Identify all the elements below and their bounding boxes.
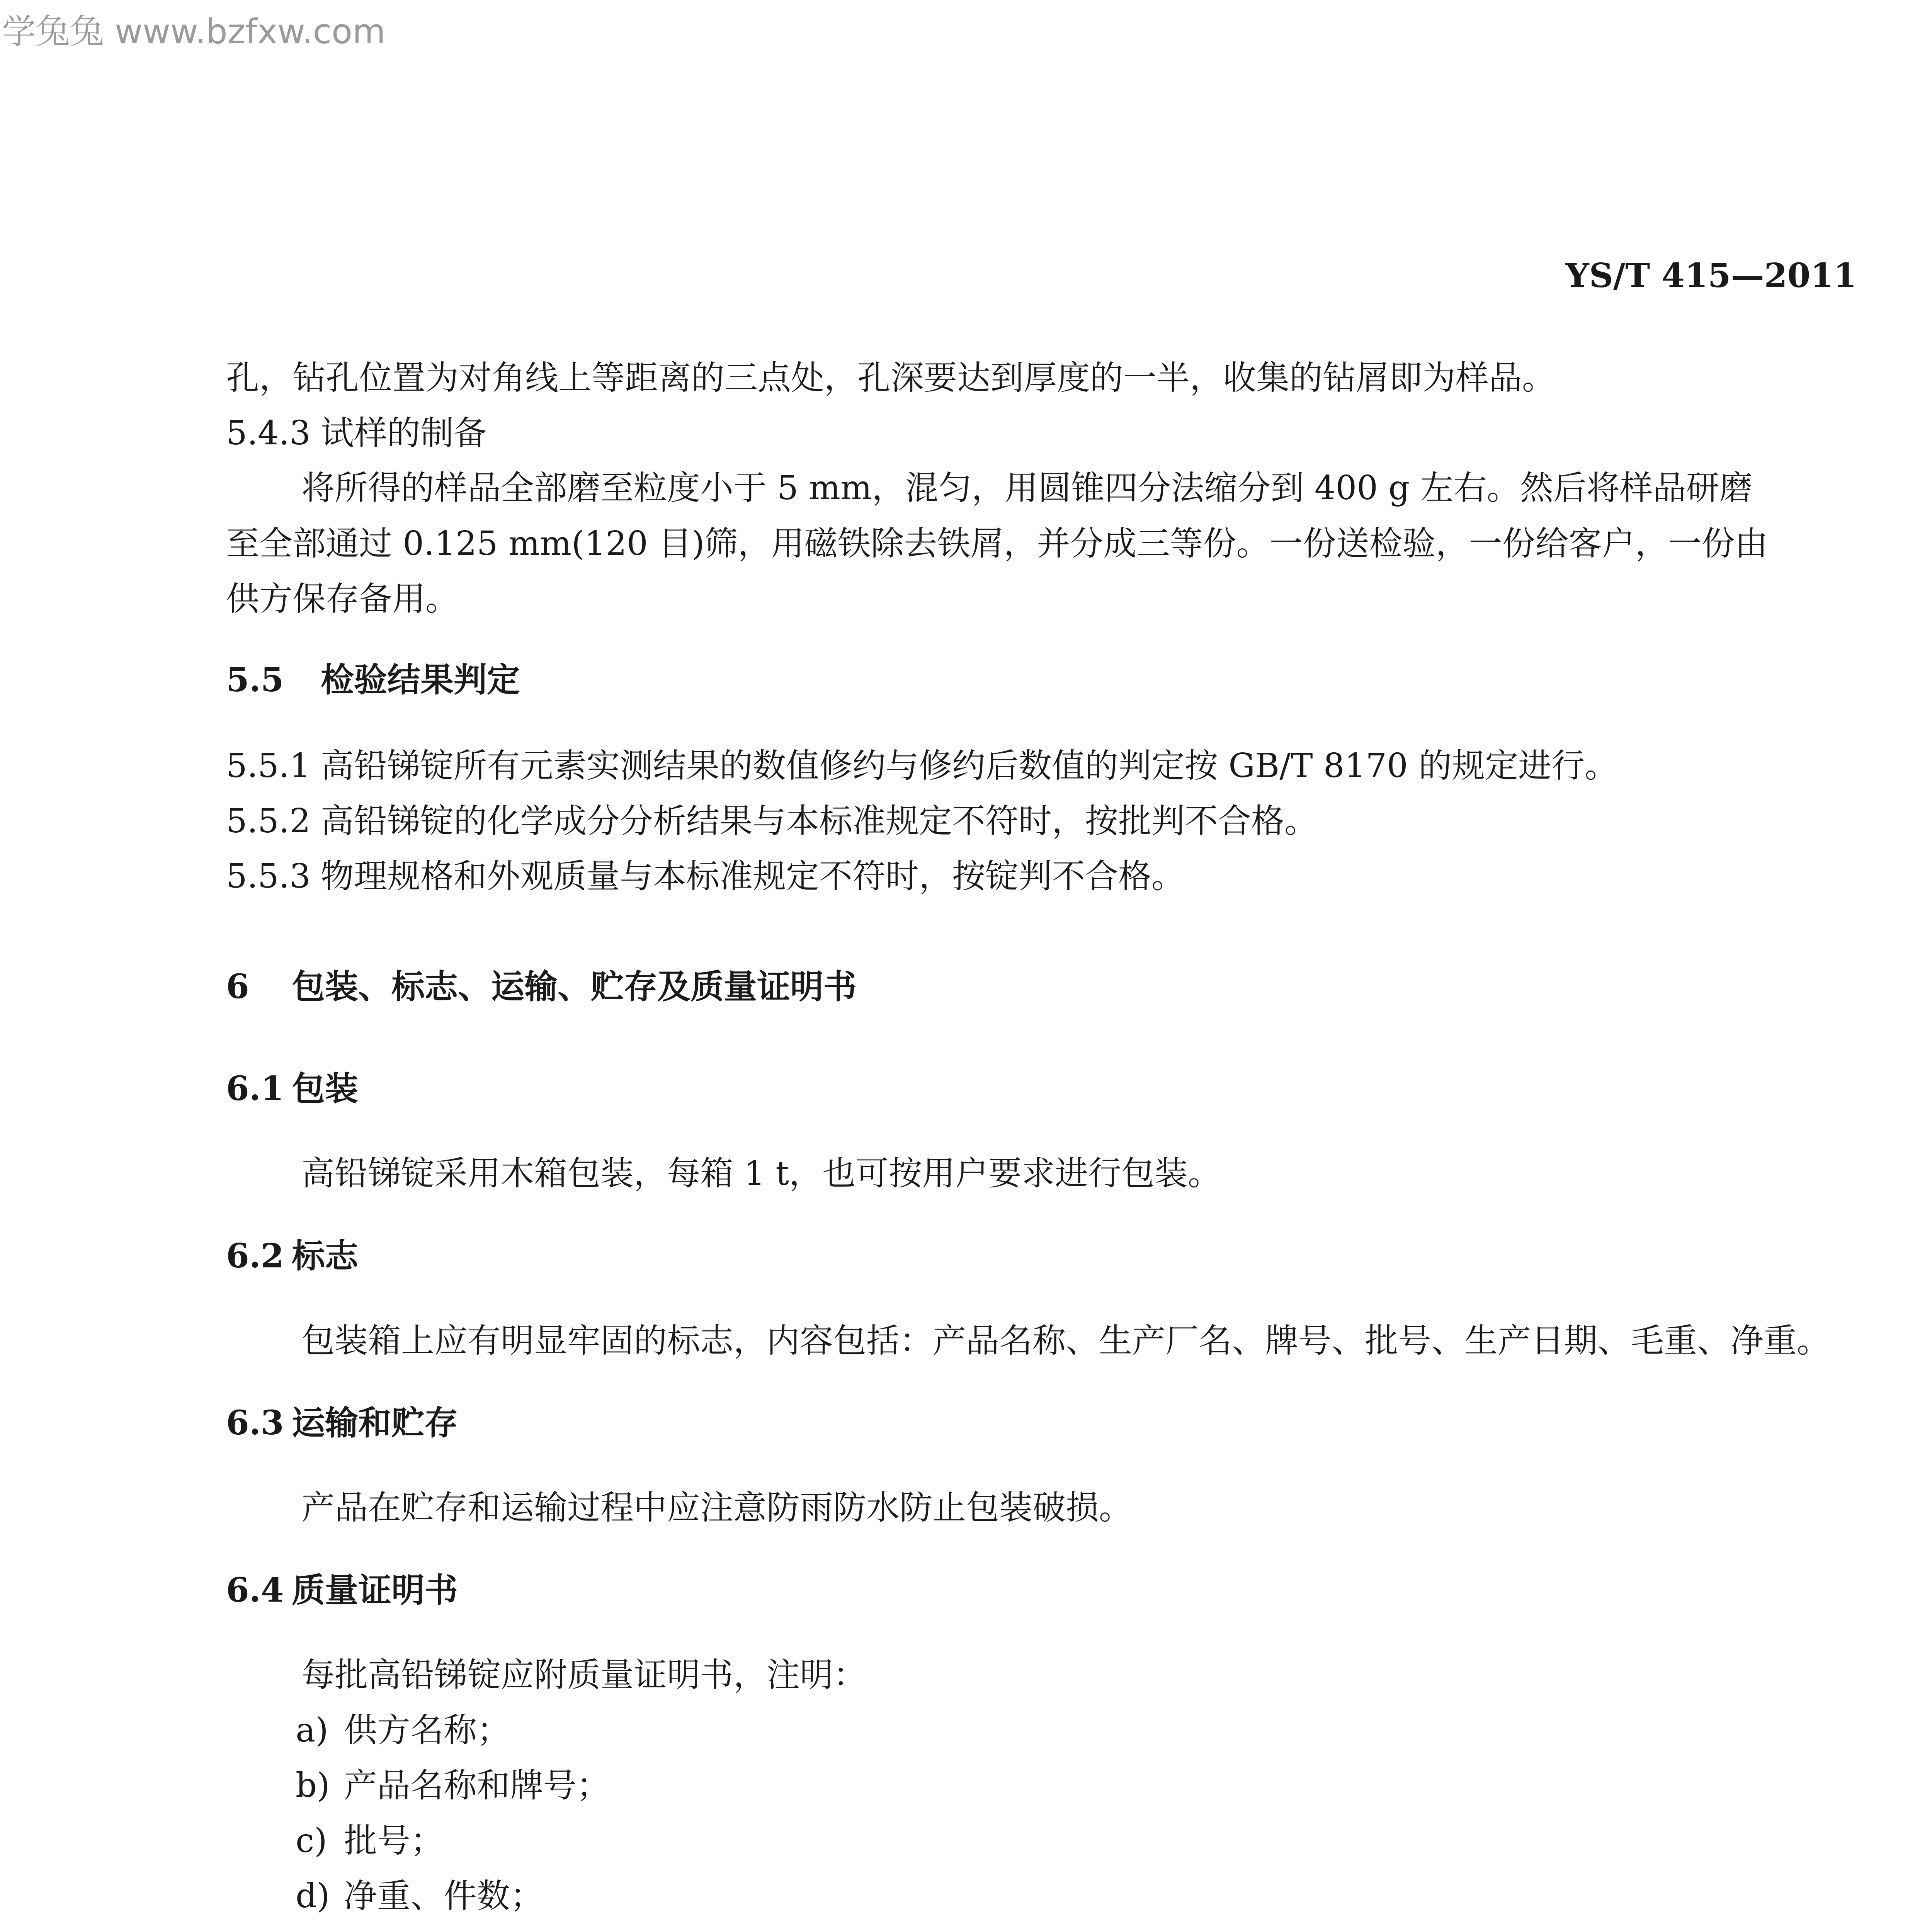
clause-6-2-heading (226, 1237, 358, 1276)
clause-5-5-3 (226, 857, 1185, 896)
section-6-heading (226, 968, 857, 1006)
paragraph: 每批高铅锑锭应附质量证明书，注明： (301, 1656, 866, 1694)
paragraph: 高铅锑锭采用木箱包装，每箱 1 t，也可按用户要求进行包装。 (301, 1154, 1221, 1193)
clause-number: 5.4.3 (226, 414, 311, 452)
item-marker: c) (296, 1821, 327, 1860)
list-item (296, 1711, 510, 1750)
watermark: 学兔兔 www.bzfxw.com (2, 12, 386, 51)
clause-number: 5.5.2 (226, 802, 311, 840)
standard-number: YS/T 415—2011 (1565, 256, 1857, 295)
paragraph-line: 将所得的样品全部磨至粒度小于 5 mm，混匀，用圆锥四分法缩分到 400 g 左右。然后将样品研磨 (301, 469, 1753, 507)
clause-6-1-heading (226, 1070, 358, 1108)
item-text: 供方名称； (344, 1711, 510, 1750)
clause-number: 6.2 (226, 1236, 284, 1276)
section-number: 6 (226, 967, 249, 1006)
paragraph: 包装箱上应有明显牢固的标志，内容包括：产品名称、生产厂名、牌号、批号、生产日期、毛重、净重。 (301, 1321, 1830, 1360)
clause-number: 5.5.1 (226, 747, 311, 785)
clause-5-5-2 (226, 802, 1318, 840)
clause-title: 标志 (292, 1236, 358, 1276)
clause-5-5-1 (226, 747, 1618, 785)
clause-5-5-heading (226, 661, 520, 699)
item-marker: a) (296, 1711, 328, 1750)
item-marker: d) (296, 1877, 330, 1915)
clause-title: 质量证明书 (292, 1571, 458, 1610)
clause-title: 检验结果判定 (321, 660, 520, 699)
clause-number: 5.5 (226, 660, 284, 699)
clause-6-4-heading (226, 1571, 458, 1610)
item-text: 批号； (344, 1821, 444, 1860)
list-item (296, 1821, 444, 1860)
paragraph-line: 供方保存备用。 (226, 580, 459, 618)
item-text: 净重、件数； (344, 1877, 543, 1915)
clause-number: 6.3 (226, 1403, 284, 1442)
clause-text: 高铅锑锭所有元素实测结果的数值修约与修约后数值的判定按 GB/T 8170 的规定进行。 (321, 747, 1618, 785)
clause-number: 5.5.3 (226, 857, 311, 896)
continued-text: 孔，钻孔位置为对角线上等距离的三点处，孔深要达到厚度的一半，收集的钻屑即为样品。 (226, 359, 1555, 397)
clause-title: 试样的制备 (321, 414, 487, 452)
paragraph: 产品在贮存和运输过程中应注意防雨防水防止包装破损。 (301, 1488, 1132, 1527)
clause-number: 6.1 (226, 1069, 284, 1108)
clause-text: 物理规格和外观质量与本标准规定不符时，按锭判不合格。 (321, 857, 1185, 896)
clause-6-3-heading (226, 1404, 458, 1442)
clause-number: 6.4 (226, 1571, 284, 1610)
item-text: 产品名称和牌号； (344, 1766, 610, 1805)
list-item (296, 1766, 610, 1805)
clause-5-4-3-heading (226, 414, 487, 452)
clause-title: 运输和贮存 (292, 1403, 458, 1442)
clause-text: 高铅锑锭的化学成分分析结果与本标准规定不符时，按批判不合格。 (321, 802, 1318, 840)
paragraph-line: 至全部通过 0.125 mm(120 目)筛，用磁铁除去铁屑，并分成三等份。一份送检验，一份给客户，一份由 (226, 524, 1768, 563)
list-item (296, 1877, 543, 1915)
item-marker: b) (296, 1766, 330, 1805)
clause-title: 包装 (292, 1069, 358, 1108)
section-title: 包装、标志、运输、贮存及质量证明书 (292, 967, 857, 1006)
